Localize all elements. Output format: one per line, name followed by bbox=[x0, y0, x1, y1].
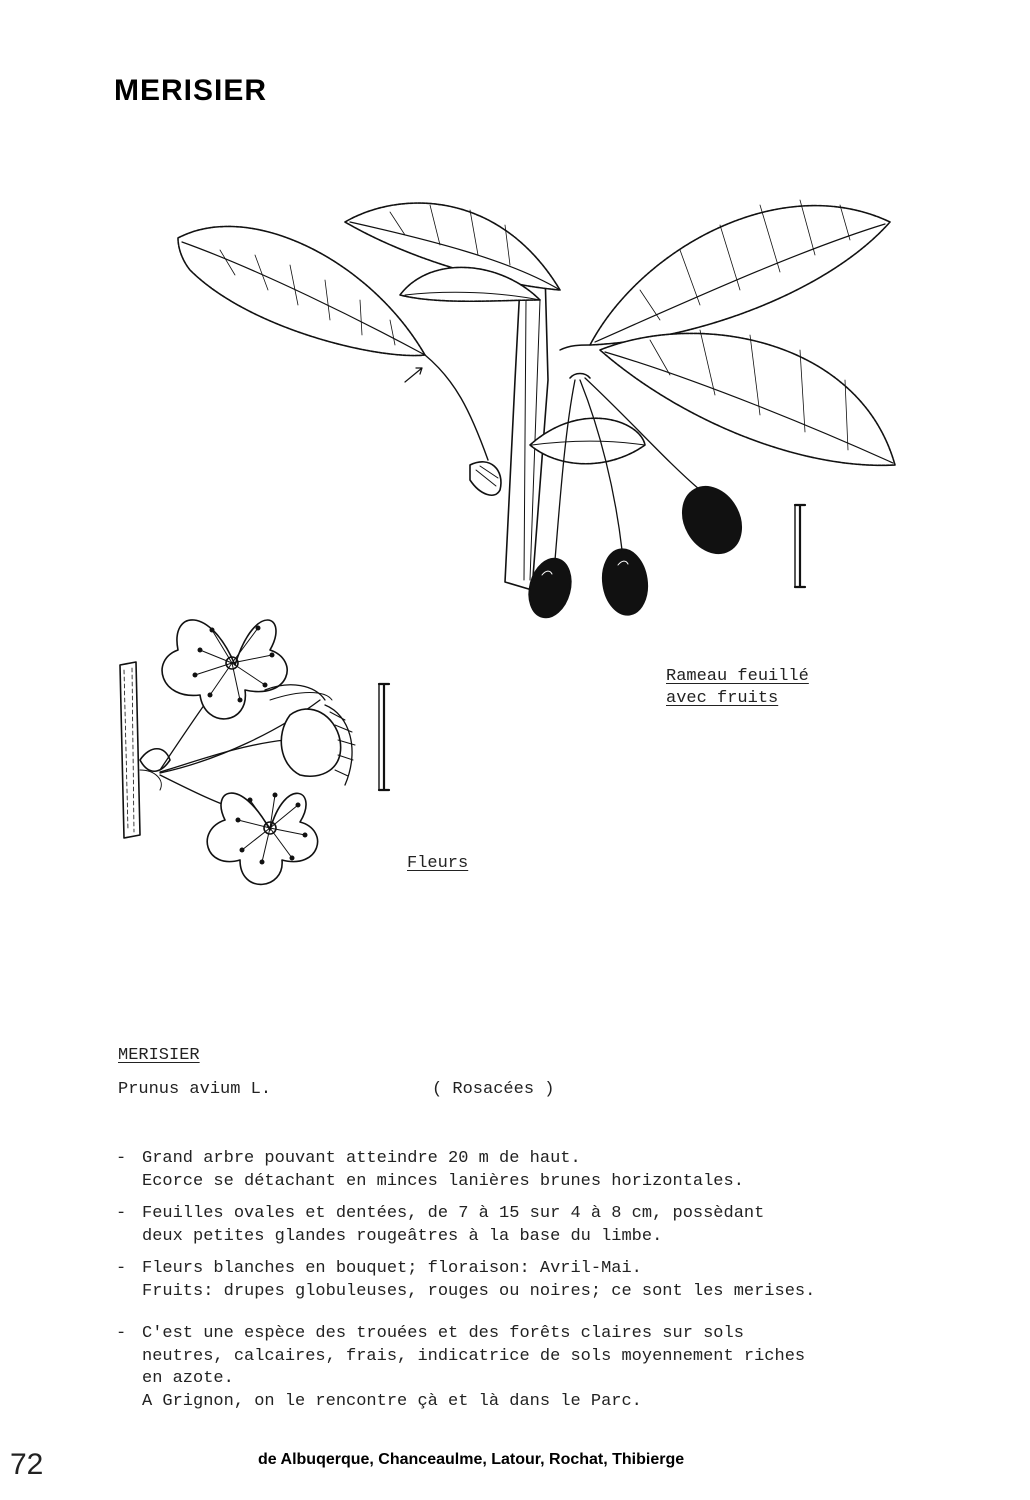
leafy-branch-drawing bbox=[178, 200, 895, 622]
description-item: - Fleurs blanches en bouquet; floraison: Avril-Mai. Fruits: drupes globuleuses, rouges ou noires; ce sont les merises. bbox=[116, 1258, 916, 1303]
leaf-1 bbox=[178, 226, 425, 355]
flower-lower bbox=[207, 793, 317, 885]
flowers-caption: Fleurs bbox=[407, 854, 469, 873]
fruit-3 bbox=[671, 476, 753, 564]
flower-upper bbox=[162, 620, 287, 719]
description-line: Ecorce se détachant en minces lanières brunes horizontales. bbox=[142, 1171, 744, 1191]
description-line: en azote. bbox=[142, 1369, 234, 1388]
species-common-name: MERISIER bbox=[118, 1046, 200, 1065]
description-item: - Feuilles ovales et dentées, de 7 à 15 sur 4 à 8 cm, possèdant deux petites glandes rougeâtres à la base du limbe. bbox=[116, 1203, 916, 1248]
description-line: Fleurs blanches en bouquet; floraison: Avril-Mai. bbox=[142, 1259, 642, 1278]
description-list bbox=[116, 1148, 916, 1413]
description-item: - C'est une espèce des trouées et des forêts claires sur sols neutres, calcaires, frais, indicatrice de sols moyennement riches en azote. A Grignon, on le rencontre çà et là dans le Parc. bbox=[116, 1323, 916, 1413]
description-line: Grand arbre pouvant atteindre 20 m de haut. bbox=[142, 1149, 581, 1168]
description-line: A Grignon, on le rencontre çà et là dans le Parc. bbox=[142, 1391, 642, 1411]
scale-bar-flowers bbox=[379, 684, 389, 790]
description-line: neutres, calcaires, frais, indicatrice de sols moyennement riches bbox=[142, 1346, 806, 1366]
authors-credit: de Albuqerque, Chanceaulme, Latour, Rochat, Thibierge bbox=[258, 1451, 685, 1468]
description-line: Fruits: drupes globuleuses, rouges ou noires; ce sont les merises. bbox=[142, 1281, 816, 1301]
species-latin-name: Prunus avium L. bbox=[118, 1080, 272, 1099]
page-title: MERISIER bbox=[114, 74, 268, 107]
flower-side bbox=[265, 685, 355, 785]
fruit-2 bbox=[599, 546, 652, 617]
branch-caption-line-1: Rameau feuillé bbox=[666, 667, 809, 686]
flowers-drawing bbox=[120, 620, 389, 885]
description-line: C'est une espèce des trouées et des forêts claires sur sols bbox=[142, 1324, 744, 1343]
description-line: deux petites glandes rougeâtres à la base du limbe. bbox=[142, 1226, 663, 1246]
description-line: Feuilles ovales et dentées, de 7 à 15 sur 4 à 8 cm, possèdant bbox=[142, 1204, 765, 1223]
page-number: 72 bbox=[10, 1448, 44, 1481]
description-item: - Grand arbre pouvant atteindre 20 m de haut. Ecorce se détachant en minces lanières brunes horizontales. bbox=[116, 1148, 916, 1193]
species-family: ( Rosacées ) bbox=[432, 1080, 555, 1099]
scale-bar-branch bbox=[795, 505, 805, 587]
branch-caption bbox=[666, 666, 809, 710]
branch-caption-line-2: avec fruits bbox=[666, 689, 779, 708]
